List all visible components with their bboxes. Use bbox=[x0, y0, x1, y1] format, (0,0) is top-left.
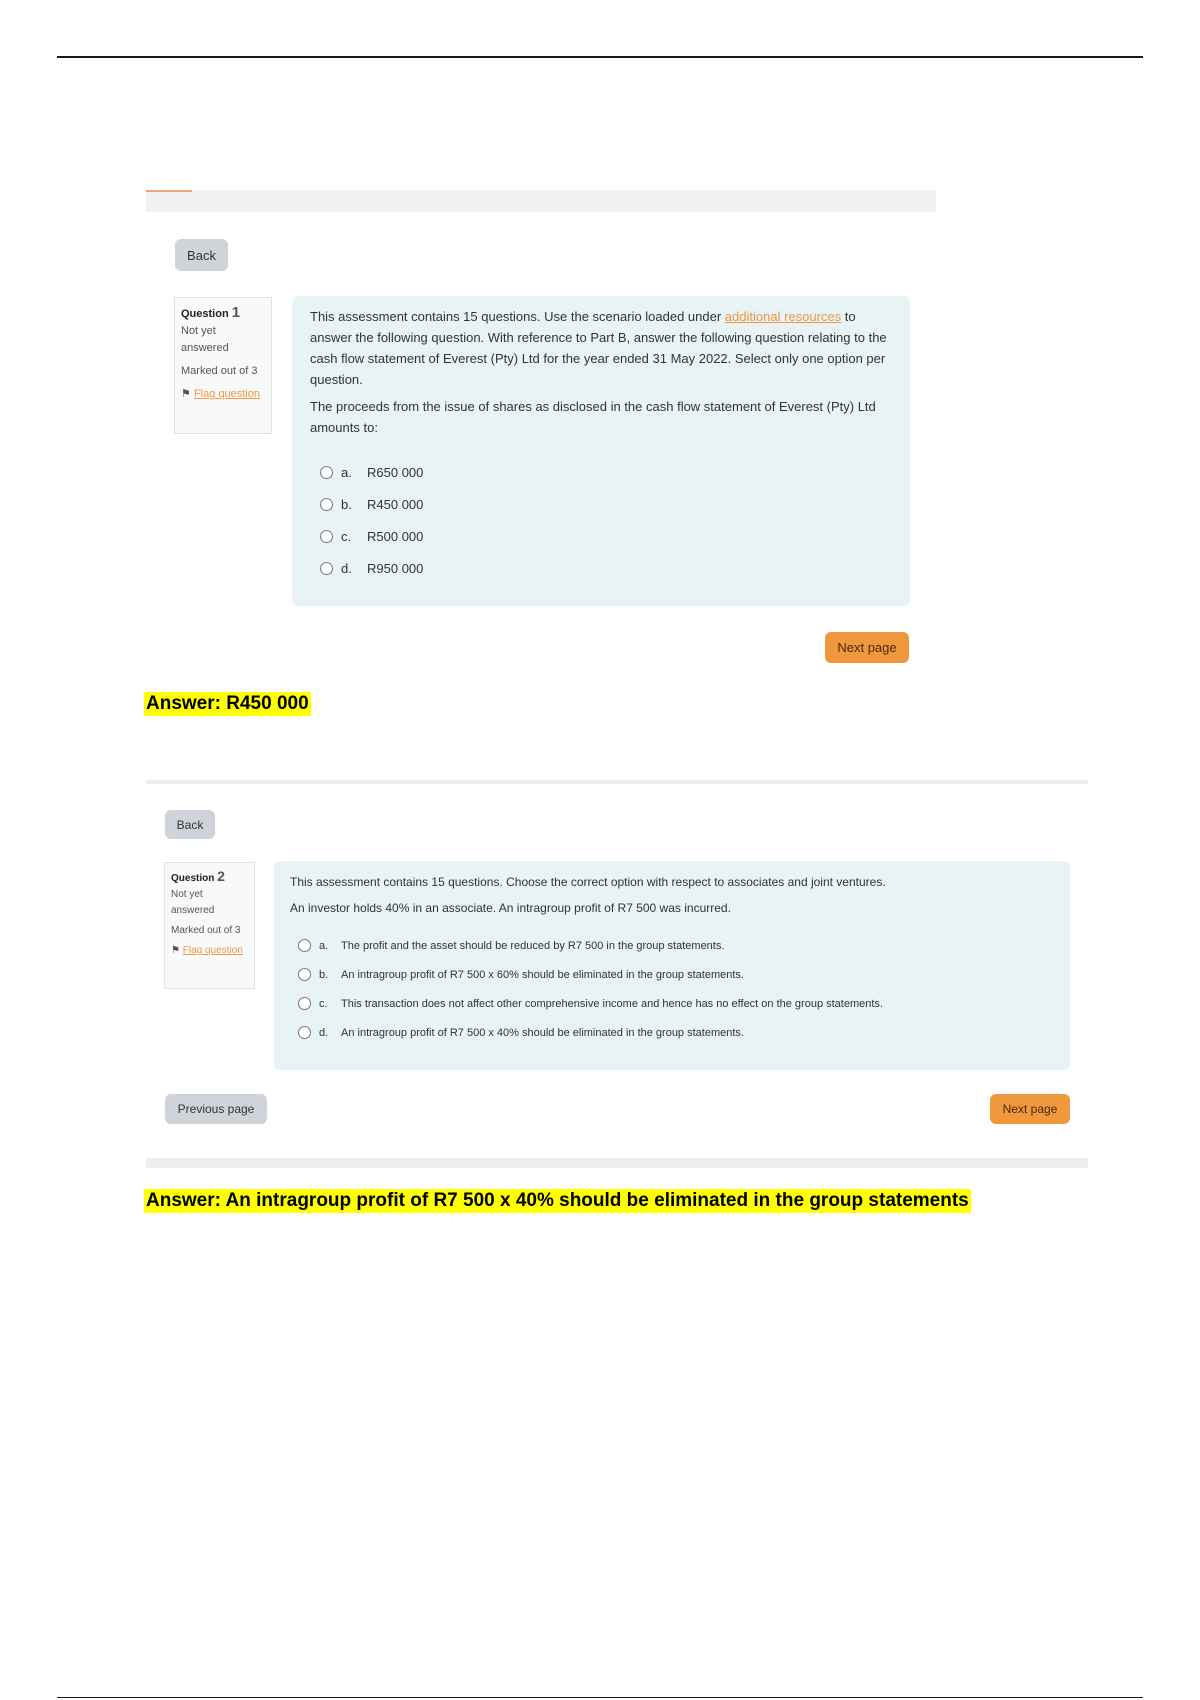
radio-b[interactable] bbox=[320, 498, 333, 511]
answer-option-c[interactable]: c. This transaction does not affect other comprehensive income and hence has no effect on the group statements. bbox=[298, 989, 1056, 1018]
question-info-box bbox=[174, 297, 272, 434]
screenshot1-top-bar bbox=[146, 190, 936, 212]
answer-option-c[interactable]: c. R500 000 bbox=[320, 520, 894, 552]
flag-icon: ⚑ bbox=[171, 945, 180, 956]
next-page-button[interactable]: Next page bbox=[825, 632, 909, 663]
back-button[interactable]: Back bbox=[175, 239, 228, 271]
question-intro: This assessment contains 15 questions. Use the scenario loaded under additional resources to answer the following question. With reference to Part B, answer the following question relating to the cash flow statement of Everest (Pty) Ltd for the year ended 31 May 2022. Select only one option per question. bbox=[310, 309, 887, 387]
answer-option-b[interactable]: b. An intragroup profit of R7 500 x 60% should be eliminated in the group statements. bbox=[298, 960, 1056, 989]
answer-option-a[interactable]: a. The profit and the asset should be reduced by R7 500 in the group statements. bbox=[298, 931, 1056, 960]
question-info-box bbox=[164, 862, 255, 989]
question-status: Not yet answered bbox=[181, 325, 229, 354]
bottom-rule bbox=[57, 1697, 1143, 1698]
answer-option-b[interactable]: b. R450 000 bbox=[320, 488, 894, 520]
radio-d[interactable] bbox=[320, 562, 333, 575]
answer-option-d[interactable]: d. R950 000 bbox=[320, 552, 894, 584]
question-marks: Marked out of 3 bbox=[181, 365, 258, 377]
question-text: The proceeds from the issue of shares as disclosed in the cash flow statement of Everest (Pty) Ltd amounts to: bbox=[310, 399, 876, 435]
flag-question-link[interactable]: Flag question bbox=[182, 945, 243, 956]
flag-icon: ⚑ bbox=[181, 388, 191, 400]
screenshot2-top-bar bbox=[146, 780, 1088, 784]
answer-option-d[interactable]: d. An intragroup profit of R7 500 x 40% should be eliminated in the group statements. bbox=[298, 1018, 1056, 1047]
back-button[interactable]: Back bbox=[165, 810, 215, 839]
answer-option-a[interactable]: a. R650 000 bbox=[320, 456, 894, 488]
question-number: 1 bbox=[231, 304, 241, 321]
screenshot2-bottom-bar bbox=[146, 1158, 1088, 1168]
radio-a[interactable] bbox=[320, 466, 333, 479]
question-number: 2 bbox=[217, 868, 225, 884]
question-status: Not yet answered bbox=[171, 889, 215, 916]
next-page-button[interactable]: Next page bbox=[990, 1094, 1070, 1124]
radio-c[interactable] bbox=[320, 530, 333, 543]
question-text: An investor holds 40% in an associate. An intragroup profit of R7 500 was incurred. bbox=[290, 901, 731, 915]
question-label: Question bbox=[181, 308, 229, 320]
answer-highlight-1: Answer: R450 000 bbox=[146, 693, 309, 714]
radio-b[interactable] bbox=[298, 968, 311, 981]
question-intro: This assessment contains 15 questions. Choose the correct option with respect to associates and joint ventures. bbox=[290, 875, 886, 889]
previous-page-button[interactable]: Previous page bbox=[165, 1094, 267, 1124]
flag-question-link[interactable]: Flag question bbox=[193, 388, 260, 400]
question-formulation bbox=[292, 296, 910, 606]
radio-a[interactable] bbox=[298, 939, 311, 952]
additional-resources-link[interactable]: additional resources bbox=[724, 309, 842, 324]
question-formulation bbox=[274, 861, 1070, 1070]
top-rule bbox=[57, 56, 1143, 58]
radio-c[interactable] bbox=[298, 997, 311, 1010]
radio-d[interactable] bbox=[298, 1026, 311, 1039]
question-label: Question bbox=[171, 873, 215, 884]
answer-highlight-2: Answer: An intragroup profit of R7 500 x 40% should be eliminated in the group statements bbox=[146, 1190, 969, 1211]
screenshot1-accent-line bbox=[146, 190, 192, 192]
question-marks: Marked out of 3 bbox=[171, 925, 241, 936]
